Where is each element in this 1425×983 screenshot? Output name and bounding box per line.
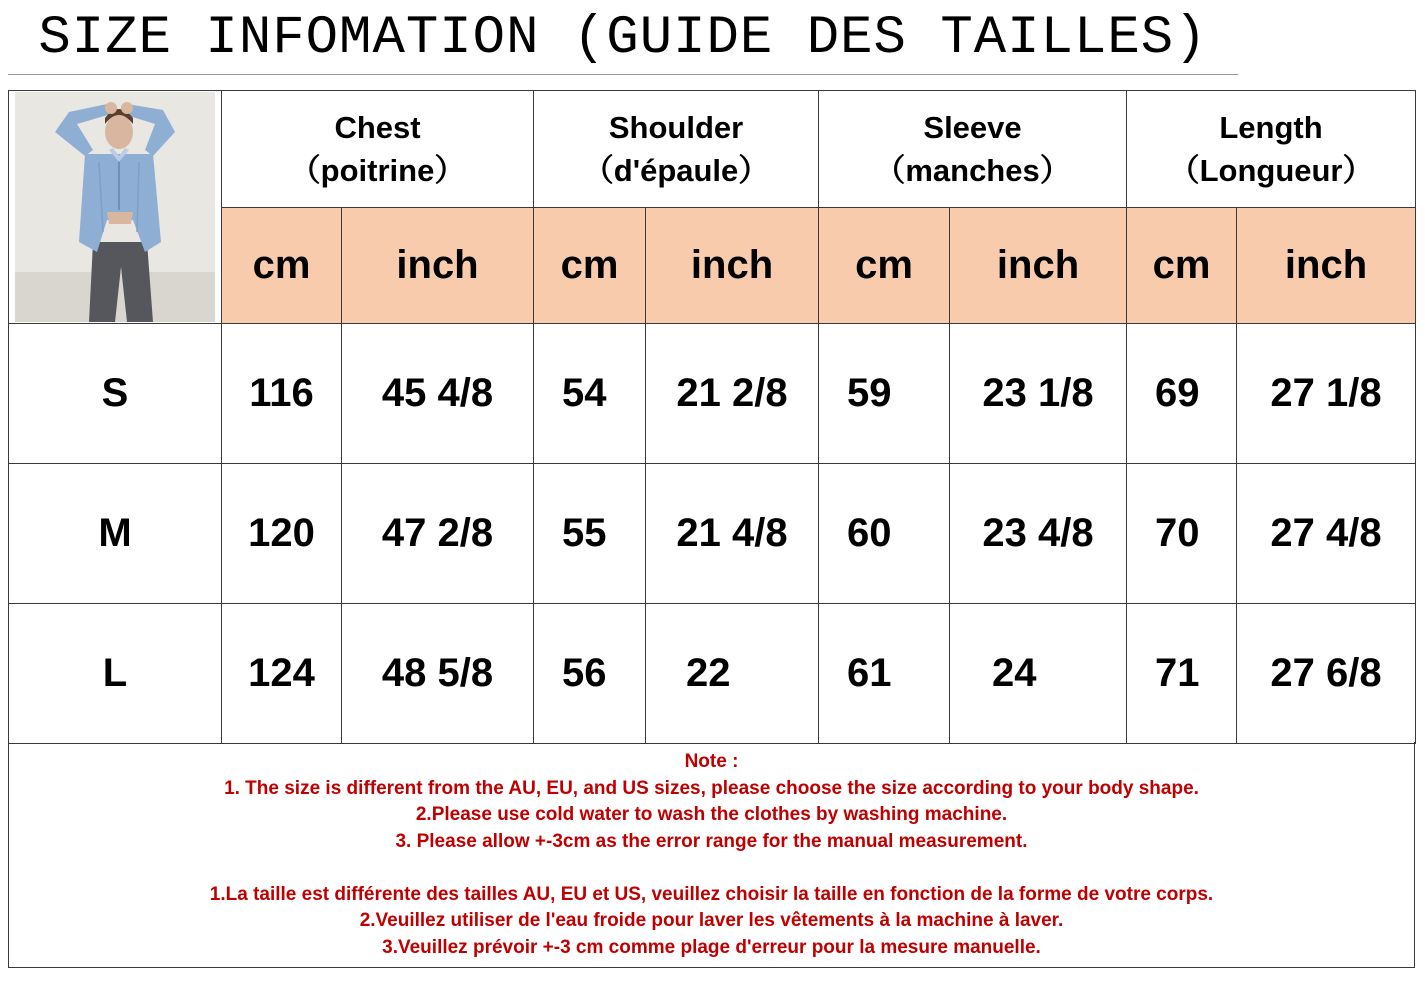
length-inch-header: inch <box>1237 208 1416 324</box>
product-photo <box>15 92 215 322</box>
size-label: L <box>9 604 222 744</box>
product-photo-cell <box>9 91 222 324</box>
size-chart-table <box>8 90 1416 744</box>
table-row <box>9 324 1416 464</box>
sleeve-cm-header: cm <box>819 208 950 324</box>
shoulder-inch-value: 22 <box>646 604 819 744</box>
length-inch-value: 27 1/8 <box>1237 324 1416 464</box>
table-row <box>9 604 1416 744</box>
shoulder-cm-header: cm <box>534 208 646 324</box>
shoulder-header <box>534 91 819 208</box>
length-cm-value: 71 <box>1127 604 1237 744</box>
chest-cm-value: 120 <box>222 464 342 604</box>
length-cm-header: cm <box>1127 208 1237 324</box>
table-row <box>9 464 1416 604</box>
size-label: S <box>9 324 222 464</box>
chest-label: Chest <box>334 110 421 145</box>
note-fr-3: 3.Veuillez prévoir +-3 cm comme plage d'erreur pour la mesure manuelle. <box>382 936 1041 958</box>
note-heading: Note : <box>684 751 739 772</box>
chest-cm-value: 124 <box>222 604 342 744</box>
sleeve-label: Sleeve <box>923 110 1022 145</box>
length-cm-value: 69 <box>1127 324 1237 464</box>
sleeve-cm-value: 60 <box>819 464 950 604</box>
length-inch-value: 27 4/8 <box>1237 464 1416 604</box>
shoulder-inch-value: 21 4/8 <box>646 464 819 604</box>
chest-label-fr: （poitrine） <box>289 153 466 188</box>
notes-section <box>8 742 1415 968</box>
note-en-3: 3. Please allow +-3cm as the error range for the manual measurement. <box>395 830 1028 852</box>
note-spacer <box>9 855 1414 882</box>
sleeve-cm-value: 61 <box>819 604 950 744</box>
shoulder-cm-value: 55 <box>534 464 646 604</box>
sleeve-header <box>819 91 1127 208</box>
size-label: M <box>9 464 222 604</box>
page-title: SIZE INFOMATION (GUIDE DES TAILLES) <box>38 8 1208 69</box>
shoulder-label-fr: （d'épaule） <box>582 153 770 188</box>
shoulder-cm-value: 56 <box>534 604 646 744</box>
chest-header <box>222 91 534 208</box>
sleeve-inch-value: 23 4/8 <box>950 464 1127 604</box>
length-cm-value: 70 <box>1127 464 1237 604</box>
shoulder-label: Shoulder <box>608 110 744 145</box>
length-inch-value: 27 6/8 <box>1237 604 1416 744</box>
note-fr-2: 2.Veuillez utiliser de l'eau froide pour laver les vêtements à la machine à laver. <box>359 910 1064 931</box>
sleeve-cm-value: 59 <box>819 324 950 464</box>
shoulder-inch-header: inch <box>646 208 819 324</box>
title-underline <box>8 74 1238 75</box>
sleeve-inch-header: inch <box>950 208 1127 324</box>
chest-inch-value: 48 5/8 <box>342 604 534 744</box>
note-fr-1: 1.La taille est différente des tailles AU, EU et US, veuillez choisir la taille en fonction de la forme de votre corps. <box>209 883 1214 905</box>
note-en-2: 2.Please use cold water to wash the clothes by washing machine. <box>415 804 1008 825</box>
measurement-header-row <box>9 91 1416 208</box>
shoulder-inch-value: 21 2/8 <box>646 324 819 464</box>
shoulder-cm-value: 54 <box>534 324 646 464</box>
note-en-1: 1. The size is different from the AU, EU, and US sizes, please choose the size according to your body shape. <box>224 777 1199 799</box>
sleeve-label-fr: （manches） <box>874 153 1071 188</box>
sleeve-inch-value: 24 <box>950 604 1127 744</box>
chest-inch-header: inch <box>342 208 534 324</box>
chest-inch-value: 47 2/8 <box>342 464 534 604</box>
chest-cm-header: cm <box>222 208 342 324</box>
length-label-fr: （Longueur） <box>1168 153 1374 188</box>
sleeve-inch-value: 23 1/8 <box>950 324 1127 464</box>
chest-cm-value: 116 <box>222 324 342 464</box>
model-wearing-shirt-image <box>15 92 215 322</box>
length-header <box>1127 91 1416 208</box>
chest-inch-value: 45 4/8 <box>342 324 534 464</box>
length-label: Length <box>1219 110 1323 145</box>
